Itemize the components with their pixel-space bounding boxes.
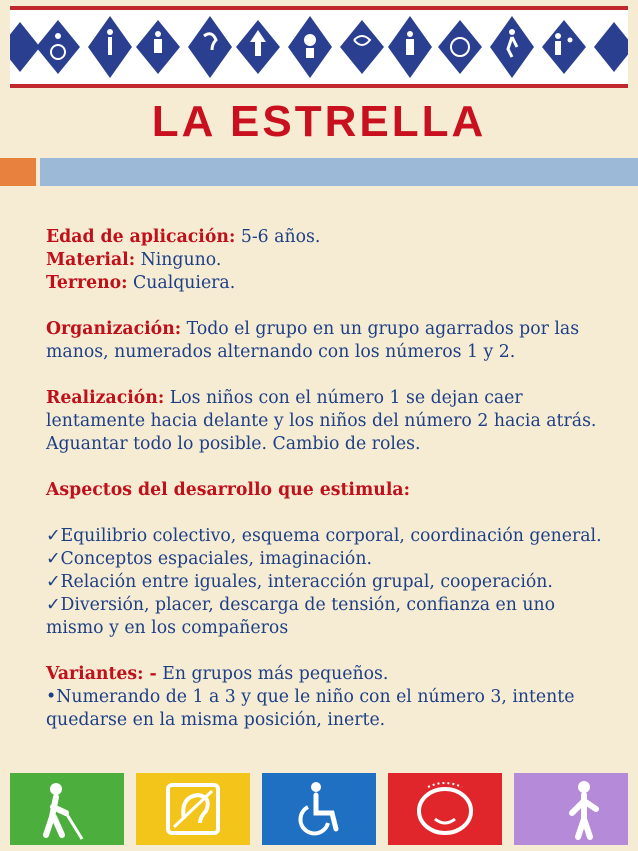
terreno-line	[46, 272, 614, 295]
accent-bar-orange	[0, 158, 36, 186]
variantes-bullet: •Numerando de 1 a 3 y que le niño con el número 3, intente quedarse en la misma posición, inerte.	[46, 687, 575, 730]
face-icon	[388, 773, 502, 845]
aspecto-item: ✓Relación entre iguales, interacción grupal, cooperación.	[46, 572, 553, 592]
aspecto-item: ✓Equilibrio colectivo, esquema corporal, coordinación general.	[46, 526, 602, 546]
standing-person-icon	[514, 773, 628, 845]
aspectos-heading: Aspectos del desarrollo que estimula:	[46, 480, 410, 500]
edad-value: 5-6 años.	[235, 227, 321, 247]
hearing-icon	[136, 773, 250, 845]
terreno-value: Cualquiera.	[127, 273, 236, 293]
material-label: Material:	[46, 250, 136, 270]
realizacion-value: Los niños con el número 1 se dejan caer lentamente hacia delante y los niños del número 2 hacia atrás. Aguantar todo lo posible. Cambio de roles.	[46, 388, 597, 454]
aspecto-item: ✓Diversión, placer, descarga de tensión, confianza en uno mismo y en los compañeros	[46, 595, 556, 638]
material-value: Ninguno.	[135, 250, 222, 270]
accent-bar-blue	[40, 158, 638, 186]
terreno-label: Terreno:	[46, 273, 128, 293]
content-body	[46, 226, 614, 732]
blind-person-icon	[10, 773, 124, 845]
realizacion-paragraph	[46, 387, 614, 456]
edad-line	[46, 226, 614, 249]
organizacion-paragraph	[46, 318, 614, 364]
organizacion-label: Organización:	[46, 319, 182, 339]
aspecto-item: ✓Conceptos espaciales, imaginación.	[46, 549, 372, 569]
bottom-icon-strip	[10, 773, 628, 845]
wheelchair-icon	[262, 773, 376, 845]
page-title: LA ESTRELLA	[151, 97, 487, 146]
edad-label: Edad de aplicación:	[46, 227, 236, 247]
material-line	[46, 249, 614, 272]
variantes-value: En grupos más pequeños.	[156, 664, 389, 684]
organizacion-value: Todo el grupo en un grupo agarrados por las manos, numerados alternando con los números 1 y 2.	[46, 319, 580, 362]
top-icon-banner	[10, 6, 628, 88]
variantes-label: Variantes: -	[46, 664, 157, 684]
variantes-line	[46, 663, 614, 686]
realizacion-label: Realización:	[46, 388, 165, 408]
